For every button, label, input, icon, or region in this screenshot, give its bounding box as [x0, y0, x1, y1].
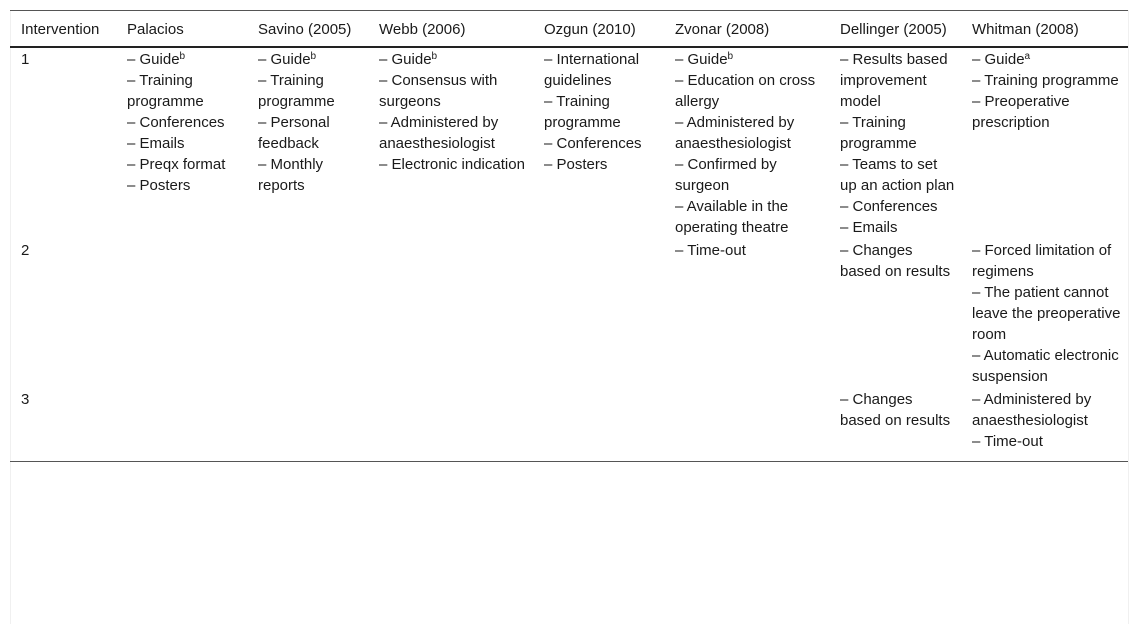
header-ozgun: Ozgun (2010) — [544, 21, 636, 38]
cell-webb — [368, 238, 533, 387]
cell-item: – International guidelines — [544, 51, 640, 89]
header-dellinger: Dellinger (2005) — [840, 21, 947, 38]
cell-ozgun — [533, 387, 664, 462]
cell-dellinger — [829, 47, 961, 238]
row-label: 2 — [21, 242, 30, 259]
cell-item: – Administered by anaesthesiologist — [379, 114, 499, 152]
cell-item: – Posters — [127, 177, 191, 194]
row-label: 1 — [21, 51, 30, 68]
interventions-table — [10, 10, 1128, 462]
header-whitman: Whitman (2008) — [972, 21, 1079, 38]
cell-item: – Training programme — [972, 72, 1119, 89]
cell-item: – Administered by anaesthesiologist — [675, 114, 795, 152]
cell-item: – Guide$^b$ — [379, 51, 438, 68]
cell-item: – Training programme — [127, 72, 204, 110]
cell-zvonar — [664, 387, 829, 462]
footnote-b: b — [310, 51, 317, 62]
cell-palacios — [116, 387, 247, 462]
cell-item: – The patient cannot leave the preoperative room — [972, 284, 1121, 343]
header-intervention: Intervention — [21, 21, 100, 38]
footnote-a: a — [1024, 51, 1031, 62]
cell-item: – Personal feedback — [258, 114, 330, 152]
cell-item: – Changes based on results — [840, 242, 951, 280]
cell-item: – Guide$^a$ — [972, 51, 1031, 68]
cell-item: – Time-out — [675, 242, 746, 259]
cell-ozgun — [533, 238, 664, 387]
cell-item: – Training programme — [840, 114, 917, 152]
cell-item: – Guide$^b$ — [675, 51, 734, 68]
cell-item: – Education on cross allergy — [675, 72, 816, 110]
row-label: 3 — [21, 391, 30, 408]
header-row — [10, 11, 1128, 48]
table-row — [10, 387, 1128, 462]
header-palacios: Palacios — [127, 21, 184, 38]
header-savino: Savino (2005) — [258, 21, 352, 38]
footnote-b: b — [727, 51, 734, 62]
cell-item: – Emails — [127, 135, 185, 152]
cell-item: – Teams to set up an action plan — [840, 156, 955, 194]
cell-savino — [247, 47, 368, 238]
cell-webb — [368, 387, 533, 462]
header-zvonar: Zvonar (2008) — [675, 21, 770, 38]
cell-item: – Training programme — [544, 93, 621, 131]
cell-item: – Training programme — [258, 72, 335, 110]
cell-whitman — [961, 47, 1128, 238]
footnote-b: b — [179, 51, 186, 62]
cell-webb — [368, 47, 533, 238]
cell-dellinger — [829, 387, 961, 462]
cell-item: – Preoperative prescription — [972, 93, 1070, 131]
cell-item: – Results based improvement model — [840, 51, 948, 110]
cell-item: – Guide$^b$ — [127, 51, 186, 68]
cell-item: – Guide$^b$ — [258, 51, 317, 68]
cell-palacios — [116, 238, 247, 387]
cell-palacios — [116, 47, 247, 238]
cell-savino — [247, 238, 368, 387]
cell-whitman — [961, 238, 1128, 387]
table-row — [10, 238, 1128, 387]
cell-item: – Administered by anaesthesiologist — [972, 391, 1092, 429]
cell-item: – Conferences — [127, 114, 225, 131]
cell-savino — [247, 387, 368, 462]
cell-item: – Available in the operating theatre — [675, 198, 789, 236]
cell-item: – Consensus with surgeons — [379, 72, 498, 110]
cell-item: – Forced limitation of regimens — [972, 242, 1112, 280]
cell-zvonar — [664, 238, 829, 387]
cell-item: – Posters — [544, 156, 608, 173]
cell-item: – Electronic indication — [379, 156, 525, 173]
cell-item: – Monthly reports — [258, 156, 324, 194]
cell-item: – Emails — [840, 219, 898, 236]
cell-item: – Time-out — [972, 433, 1043, 450]
header-webb: Webb (2006) — [379, 21, 466, 38]
cell-zvonar — [664, 47, 829, 238]
table-row — [10, 47, 1128, 238]
cell-whitman — [961, 387, 1128, 462]
cell-item: – Automatic electronic suspension — [972, 347, 1119, 385]
cell-item: – Conferences — [544, 135, 642, 152]
footnote-b: b — [431, 51, 438, 62]
cell-item: – Confirmed by surgeon — [675, 156, 777, 194]
cell-dellinger — [829, 238, 961, 387]
cell-item: – Changes based on results — [840, 391, 951, 429]
cell-item: – Preqx format — [127, 156, 226, 173]
cell-item: – Conferences — [840, 198, 938, 215]
cell-ozgun — [533, 47, 664, 238]
